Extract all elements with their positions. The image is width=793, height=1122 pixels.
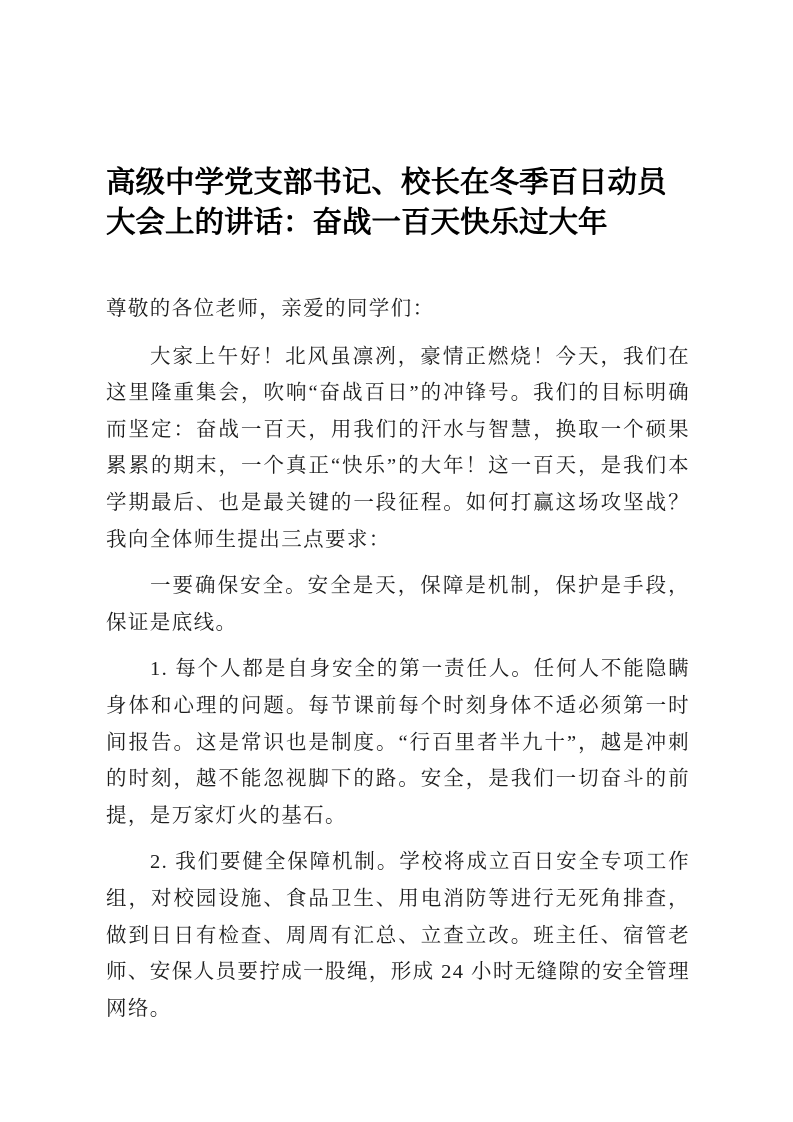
body-paragraph-item-2: 2. 我们要健全保障机制。学校将成立百日安全专项工作组，对校园设施、食品卫生、用电消防等进行无死角排查，做到日日有检查、周周有汇总、立查立改。班主任、宿管老师、安保人员要拧成一股绳，形成 24 小时无缝隙的安全管理网络。: [106, 851, 690, 1020]
body-paragraph-opening: 大家上午好！北风虽凛冽，豪情正燃烧！今天，我们在这里隆重集会，吹响“奋战百日”的冲锋号。我们的目标明确而坚定：奋战一百天，用我们的汗水与智慧，换取一个硕果累累的期末，一个真正“快乐”的大年！这一百天，是我们本学期最后、也是最关键的一段征程。如何打赢这场攻坚战？我向全体师生提出三点要求：: [106, 345, 690, 551]
body-paragraph-point-one-heading: 一要确保安全。安全是天，保障是机制，保护是手段，保证是底线。: [106, 575, 690, 634]
document-body: [106, 291, 690, 1027]
page-title: 高级中学党支部书记、校长在冬季百日动员大会上的讲话：奋战一百天快乐过大年: [106, 166, 667, 239]
salutation-paragraph: 尊敬的各位老师，亲爱的同学们：: [106, 298, 435, 320]
body-paragraph-item-1: 1. 每个人都是自身安全的第一责任人。任何人不能隐瞒身体和心理的问题。每节课前每个时刻身体不适必须第一时间报告。这是常识也是制度。“行百里者半九十”，越是冲刺的时刻，越不能忽视脚下的路。安全，是我们一切奋斗的前提，是万家灯火的基石。: [106, 658, 690, 827]
